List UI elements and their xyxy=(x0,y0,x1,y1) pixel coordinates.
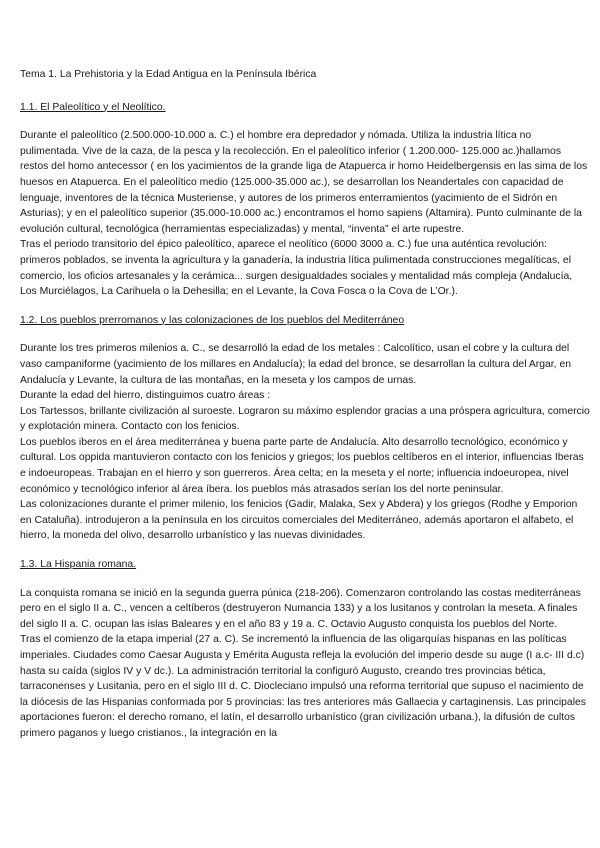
section-heading-hispania-romana: 1.3. La Hispania romana. xyxy=(20,559,137,571)
section-heading-pueblos-prerromanos: 1.2. Los pueblos prerromanos y las colonizaciones de los pueblos del Mediterráneo xyxy=(20,314,405,326)
paragraph: Los Tartessos, brillante civilización al suroeste. Lograron su máximo esplendor gracias a una próspera agricultura, comercio y explotación minera. Contacto con los fenicios. xyxy=(20,405,590,433)
paragraph: Tras el comienzo de la etapa imperial (27 a. C). Se incrementó la influencia de las oligarquías hispanas en las políticas imperiales. Ciudades como Caesar Augusta y Emérita Augusta refleja la evolución del imperio desde su auge (I a.c- III d.c) hasta su caída (siglos IV y V dc.). La administración territorial la configuró Augusto, creando tres provincias bética, tarraconenses y Lusitania, pero en el siglo III d. C. Diocleciano impulsó una reforma territorial que supuso el nacimiento de la diócesis de las Hispanias conformada por 5 provincias: las tres anteriores más Gallaecia y cartaginensis. Las principales aportaciones fueron: el derecho romano, el latín, el desarrollo urbanístico (gran civilización urbana.), la difusión de cultos primero paganos y luego cristianos., la integración en la xyxy=(20,634,586,739)
paragraph: Los pueblos iberos en el área mediterránea y buena parte parte de Andalucía. Alto desarrollo tecnológico, económico y cultural. Los oppida mantuvieron contacto con los fenicios y griegos; los pueblos celtíberos en el interior, influencias Iberas e indoeuropeas. Trabajan en el hierro y son guerreros. Área celta; en la meseta y el norte; influencia indoeuropea, nivel económico y tecnológico inferior al área íbera. los pueblos más atrasados serían los del norte peninsular. xyxy=(20,436,584,495)
paragraph: Durante la edad del hierro, distinguimos cuatro áreas : xyxy=(20,390,271,402)
document-title: Tema 1. La Prehistoria y la Edad Antigua en la Península Ibérica xyxy=(20,69,317,80)
section-heading-paleolitico: 1.1. El Paleolítico y el Neolítico. xyxy=(20,101,166,113)
paragraph: Las colonizaciones durante el primer milenio, los fenicios (Gadir, Malaka, Sex y Abdera) y los griegos (Rodhe y Emporion en Cataluña). introdujeron a la península en los circuitos comerciales del Mediterráneo, además aportaron el alfabeto, el hierro, la moneda del olivo, desarrollo urbanístico y las nuevas divinidades. xyxy=(20,499,578,542)
paragraph: La conquista romana se inició en la segunda guerra púnica (218-206). Comenzaron controlando las costas mediterráneas pero en el siglo II a. C., vencen a celtíberos (destruyeron Numancia 133) y a los lusitanos y controlan la meseta. A finales del siglo II a. C. ocupan las islas Baleares y en el año 83 y 19 a. C. Octavio Augusto conquista los pueblos del Norte. xyxy=(20,587,581,630)
paragraph: Durante el paleolítico (2.500.000-10.000 a. C.) el hombre era depredador y nómada. Utiliza la industria lítica no pulimentada. Vive de la caza, de la pesca y la recolección. En el paleolítico inferior ( 1.200.000- 125.000 ac.)hallamos restos del homo antecessor ( en los yacimientos de la grande liga de Atapuerca ir homo Heidelbergensis en las sima de los huesos en Atapuerca. En el paleolítico medio (125.000-35.000 ac.), se desarrollan los Neandertales con capacidad de lenguaje, inventores de la técnica Musteriense, y autores de los primeros enterramientos (yacimiento de el Sidrón en Asturias); y en el paleolítico superior (35.000-10.000 ac.) encontramos el homo sapiens (Altamira). Punto culminante de la evolución cultural, tecnológica (herramientas especializadas) y mental, “inventa” el arte rupestre. xyxy=(20,130,588,235)
paragraph: Durante los tres primeros milenios a. C., se desarrolló la edad de los metales : Calcolítico, usan el cobre y la cultura del vaso campaniforme (yacimiento de los millares en Andalucía); la edad del bronce, se desarrollan la cultura del Argar, en Andalucía y Levante, la cultura de las montañas, en la meseta y los campos de urnas. xyxy=(20,343,572,386)
paragraph: Tras el periodo transitorio del épico paleolítico, aparece el neolítico (6000 3000 a. C.) fue una auténtica revolución: primeros poblados, se inventa la agricultura y la ganadería, la industria lítica pulimentada construcciones megalíticas, el comercio, los oficios artesanales y la cerámica... surgen desigualdades sociales y mentalidad más compleja (Andalucía, Los Murciélagos, La Carihuela o la Dehesilla; en el Levante, la Cova Fosca o la Cova de L’Or.). xyxy=(20,239,573,298)
